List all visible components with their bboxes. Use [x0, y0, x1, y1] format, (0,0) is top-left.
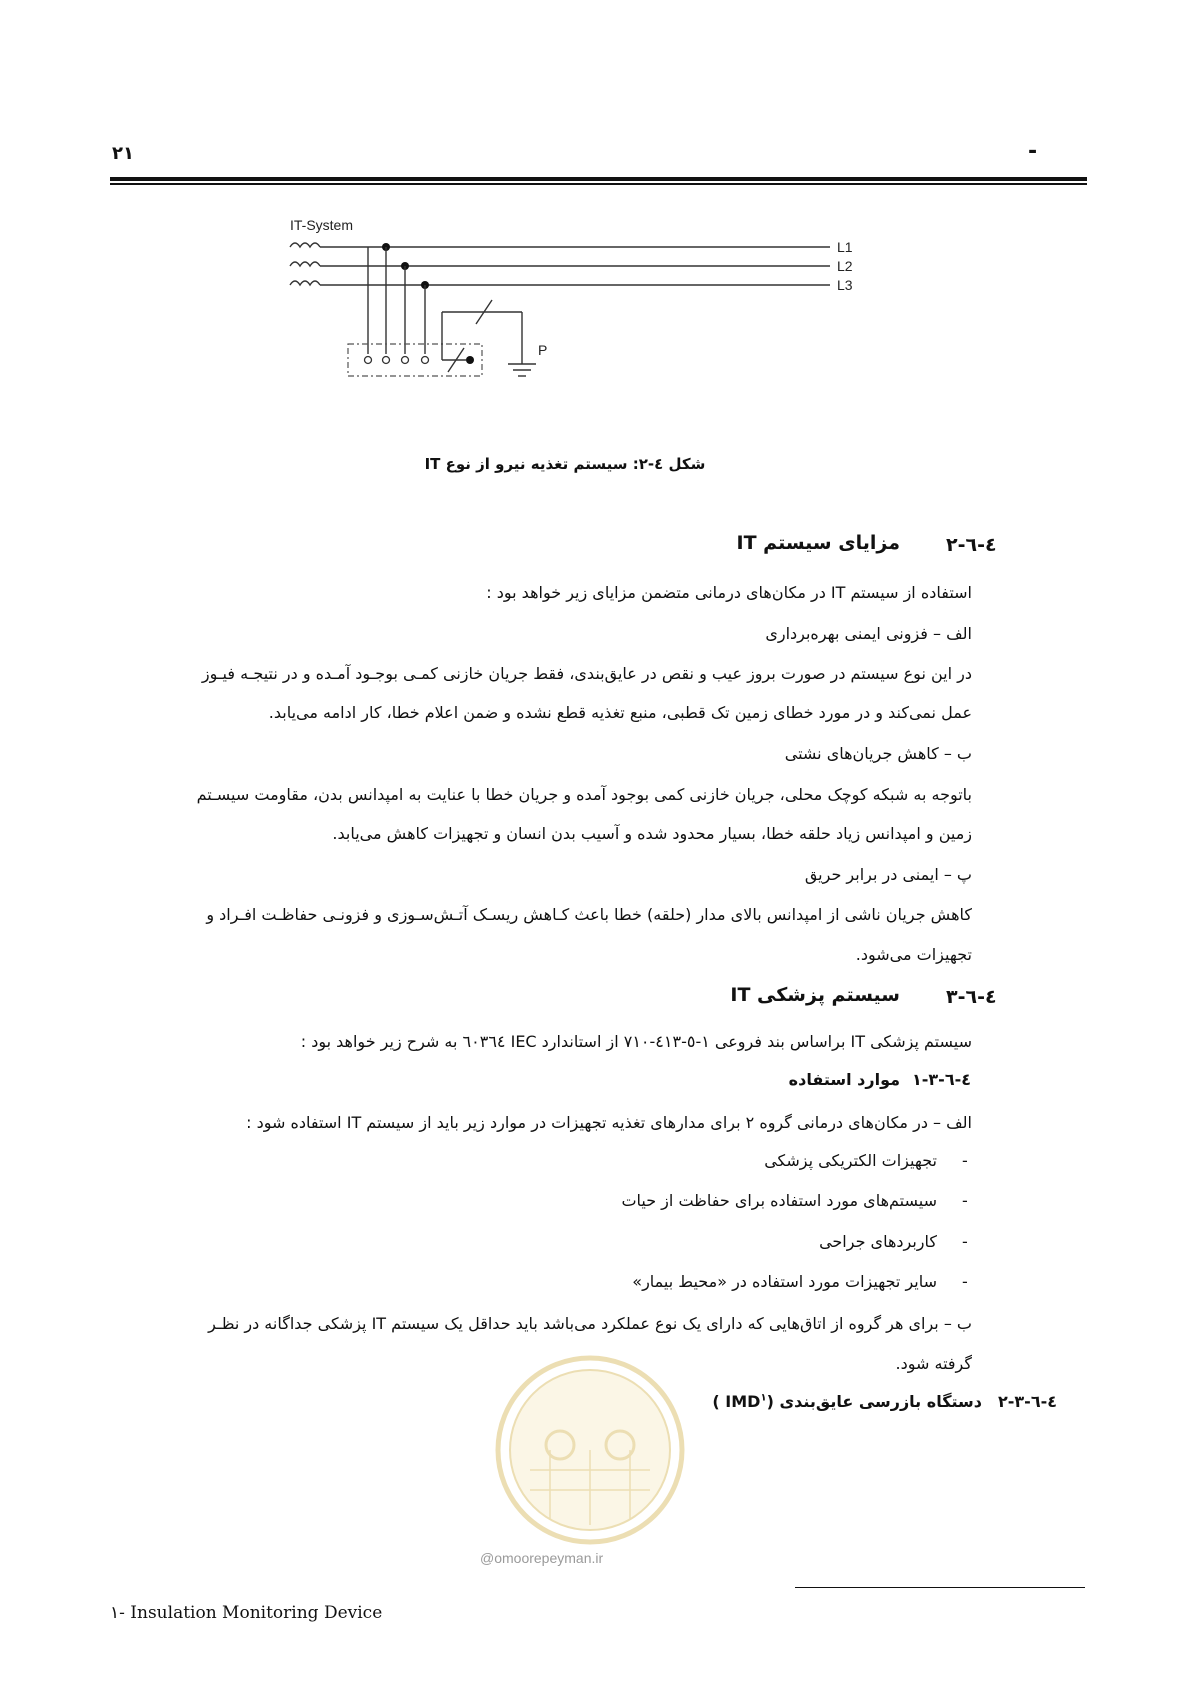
- subsection-title: دستگاه بازرسی عایق‌بندی (IMD$^١$ ): [712, 1392, 982, 1411]
- list-item: سیستم‌های مورد استفاده برای حفاظت از حیات: [621, 1191, 937, 1210]
- header-mark: -: [1028, 139, 1038, 164]
- bullet-dash: -: [962, 1191, 968, 1210]
- paragraph: سیستم پزشکی IT براساس بند فروعی ١-٥-٤١٣-٧١٠ از استاندارد IEC ٦٠٣٦٤ به شرح زیر خواهد بود :: [300, 1032, 972, 1051]
- paragraph: الف – در مکان‌های درمانی گروه ٢ برای مدارهای تغذیه تجهیزات در موارد زیر باید از سیستم IT استفاده شود :: [246, 1113, 972, 1132]
- subsection-number: ٤-٦-٣-٢: [998, 1392, 1057, 1411]
- header-rule: [110, 177, 1087, 181]
- it-system-diagram: [280, 212, 920, 422]
- label-l3: L3: [837, 277, 853, 293]
- label-l1: L1: [837, 239, 853, 255]
- bullet-dash: -: [962, 1272, 968, 1291]
- subsection-number: ٤-٦-٣-١: [912, 1070, 971, 1089]
- watermark-site: @omoorepeyman.ir: [480, 1550, 604, 1566]
- list-item-heading: پ – ایمنی در برابر حریق: [804, 865, 972, 884]
- footnote: ١- Insulation Monitoring Device: [110, 1603, 383, 1623]
- list-item: کاربردهای جراحی: [819, 1232, 937, 1251]
- paragraph: استفاده از سیستم IT در مکان‌های درمانی متضمن مزایای زیر خواهد بود :: [486, 583, 972, 602]
- paragraph: عمل نمی‌کند و در مورد خطای زمین تک قطبی، منبع تغذیه قطع نشده و ضمن اعلام خطا، کار ادامه می‌یابد.: [268, 703, 972, 722]
- section-number: ٤-٦-٣: [946, 986, 997, 1008]
- paragraph: باتوجه به شبکه کوچک محلی، جریان خازنی کمی بوجود آمده و جریان خطا با عنایت به امپدانس بدن، مقاومت سیسـتم: [196, 785, 972, 804]
- subsection-title: موارد استفاده: [788, 1070, 900, 1089]
- list-item-heading: الف – فزونی ایمنی بهره‌برداری: [765, 624, 972, 643]
- paragraph: در این نوع سیستم در صورت بروز عیب و نقص در عایق‌بندی، فقط جریان خازنی کمـی بوجـود آمـده و در نتیجـه فیـوز: [201, 664, 972, 683]
- system-label: IT-System: [290, 217, 354, 233]
- list-item: سایر تجهیزات مورد استفاده در «محیط بیمار»: [632, 1272, 937, 1291]
- section-number: ٤-٦-٢: [946, 534, 997, 556]
- paragraph: گرفته شود.: [895, 1354, 972, 1373]
- section-title: مزایای سیستم IT: [736, 532, 900, 554]
- watermark-seal: [490, 1350, 690, 1550]
- paragraph: ب – برای هر گروه از اتاق‌هایی که دارای یک نوع عملکرد می‌باشد باید حداقل یک سیستم IT پزشکی جداگانه در نظـر: [208, 1314, 972, 1333]
- label-l2: L2: [837, 258, 853, 274]
- footnote-rule: [795, 1587, 1085, 1588]
- bullet-dash: -: [962, 1232, 968, 1251]
- transformer-coils: [290, 243, 320, 285]
- protection-label: P: [538, 342, 548, 358]
- paragraph: زمین و امپدانس زیاد حلقه خطا، بسیار محدود شده و آسیب بدن انسان و تجهیزات کاهش می‌یابد.: [332, 824, 972, 843]
- list-item-heading: ب – کاهش جریان‌های نشتی: [784, 744, 972, 763]
- figure-caption: شکل ٤-٢: سیستم تغذیه نیرو از نوع IT: [424, 455, 706, 473]
- paragraph: کاهش جریان ناشی از امپدانس بالای مدار (حلقه) خطا باعث کـاهش ریسـک آتـش‌سـوزی و فزونـی حفاظـت افـراد و: [206, 905, 972, 924]
- section-title: سیستم پزشکی IT: [730, 984, 900, 1006]
- page-number: ٢١: [112, 143, 134, 164]
- bullet-dash: -: [962, 1151, 968, 1170]
- header-rule-thin: [110, 183, 1087, 185]
- list-item: تجهیزات الکتریکی پزشکی: [764, 1151, 937, 1170]
- paragraph: تجهیزات می‌شود.: [855, 945, 972, 964]
